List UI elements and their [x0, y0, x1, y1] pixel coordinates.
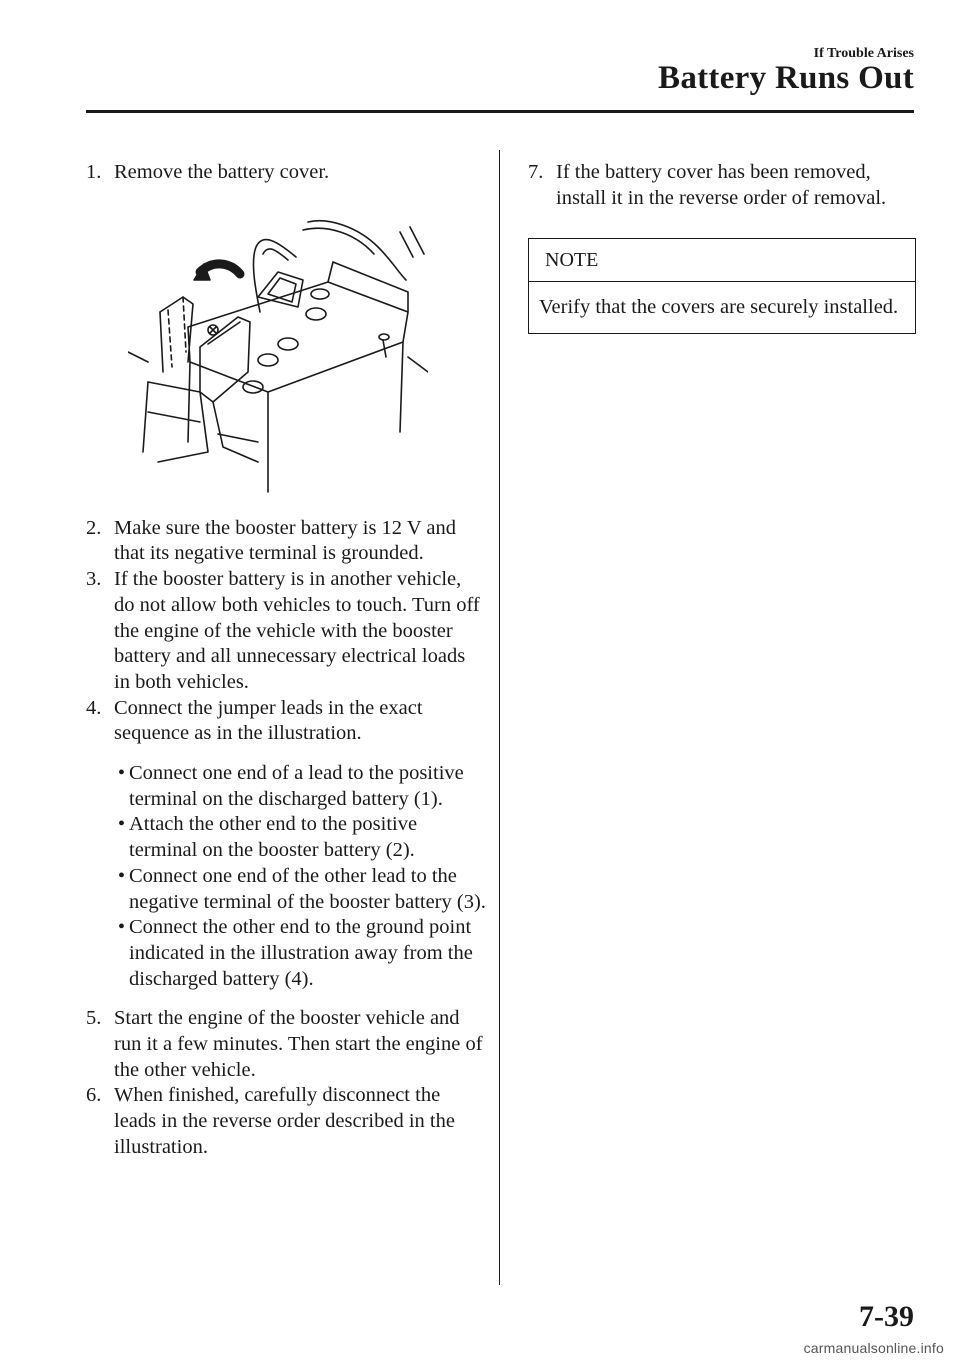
list-item [114, 864, 486, 915]
step-number: 5. [86, 1007, 102, 1030]
step-6 [86, 1083, 486, 1160]
step-number: 7. [528, 161, 544, 183]
note-text: Verify that the covers are securely installed. [539, 296, 899, 319]
bullet-text: Connect one end of a lead to the positive terminal on the discharged battery (1). [129, 762, 464, 810]
bullet-text: Connect one end of the other lead to the negative terminal of the booster battery (3). [129, 864, 486, 913]
step-text: When finished, carefully disconnect the leads in the reverse order described in the illustration. [114, 1084, 455, 1158]
bullet-dot: • [117, 813, 126, 836]
step-2 [86, 516, 486, 567]
column-divider [499, 150, 500, 1285]
step-text: Start the engine of the booster vehicle and run it a few minutes. Then start the engine of the other vehicle. [114, 1007, 483, 1081]
step-number: 4. [86, 696, 102, 719]
note-box [528, 238, 916, 334]
bullet-text: Attach the other end to the positive terminal on the booster battery (2). [129, 813, 418, 862]
step-3 [86, 567, 486, 696]
step-number: 1. [86, 161, 102, 183]
page-title: Battery Runs Out [658, 60, 914, 96]
list-item [114, 915, 486, 992]
step-text: If the battery cover has been removed, install it in the reverse order of removal. [556, 161, 887, 209]
list-item [114, 812, 486, 863]
bullet-text: Connect the other end to the ground point indicated in the illustration away from the discharged battery (4). [129, 916, 473, 990]
step-number: 2. [86, 516, 102, 539]
step-text: Remove the battery cover. [114, 161, 330, 183]
watermark: carmanualsonline.info [803, 1340, 944, 1356]
step-text: If the booster battery is in another vehicle, do not allow both vehicles to touch. Turn off the engine of the vehicle with the booster battery and all unnecessary electrical loads in both vehicles. [114, 568, 480, 693]
step-text: Connect the jumper leads in the exact sequence as in the illustration. [114, 696, 423, 745]
step-4-bullet-list [114, 761, 486, 992]
step-number: 3. [86, 568, 102, 591]
step-5 [86, 1006, 486, 1083]
bullet-dot: • [117, 864, 126, 887]
step-4 [86, 696, 486, 747]
section-header: If Trouble Arises [813, 46, 914, 61]
battery-cover-illustration [128, 202, 428, 502]
note-heading: NOTE [529, 239, 915, 282]
list-item [114, 761, 486, 812]
bullet-dot: • [117, 916, 126, 939]
left-column [86, 160, 486, 1161]
header-rule [86, 110, 914, 113]
step-number: 6. [86, 1084, 102, 1107]
step-text: Make sure the booster battery is 12 V and that its negative terminal is grounded. [114, 516, 456, 565]
right-column [528, 160, 918, 334]
step-1 [86, 160, 486, 186]
step-7 [528, 160, 918, 211]
page-number: 7-39 [859, 1300, 914, 1333]
bullet-dot: • [117, 762, 126, 785]
